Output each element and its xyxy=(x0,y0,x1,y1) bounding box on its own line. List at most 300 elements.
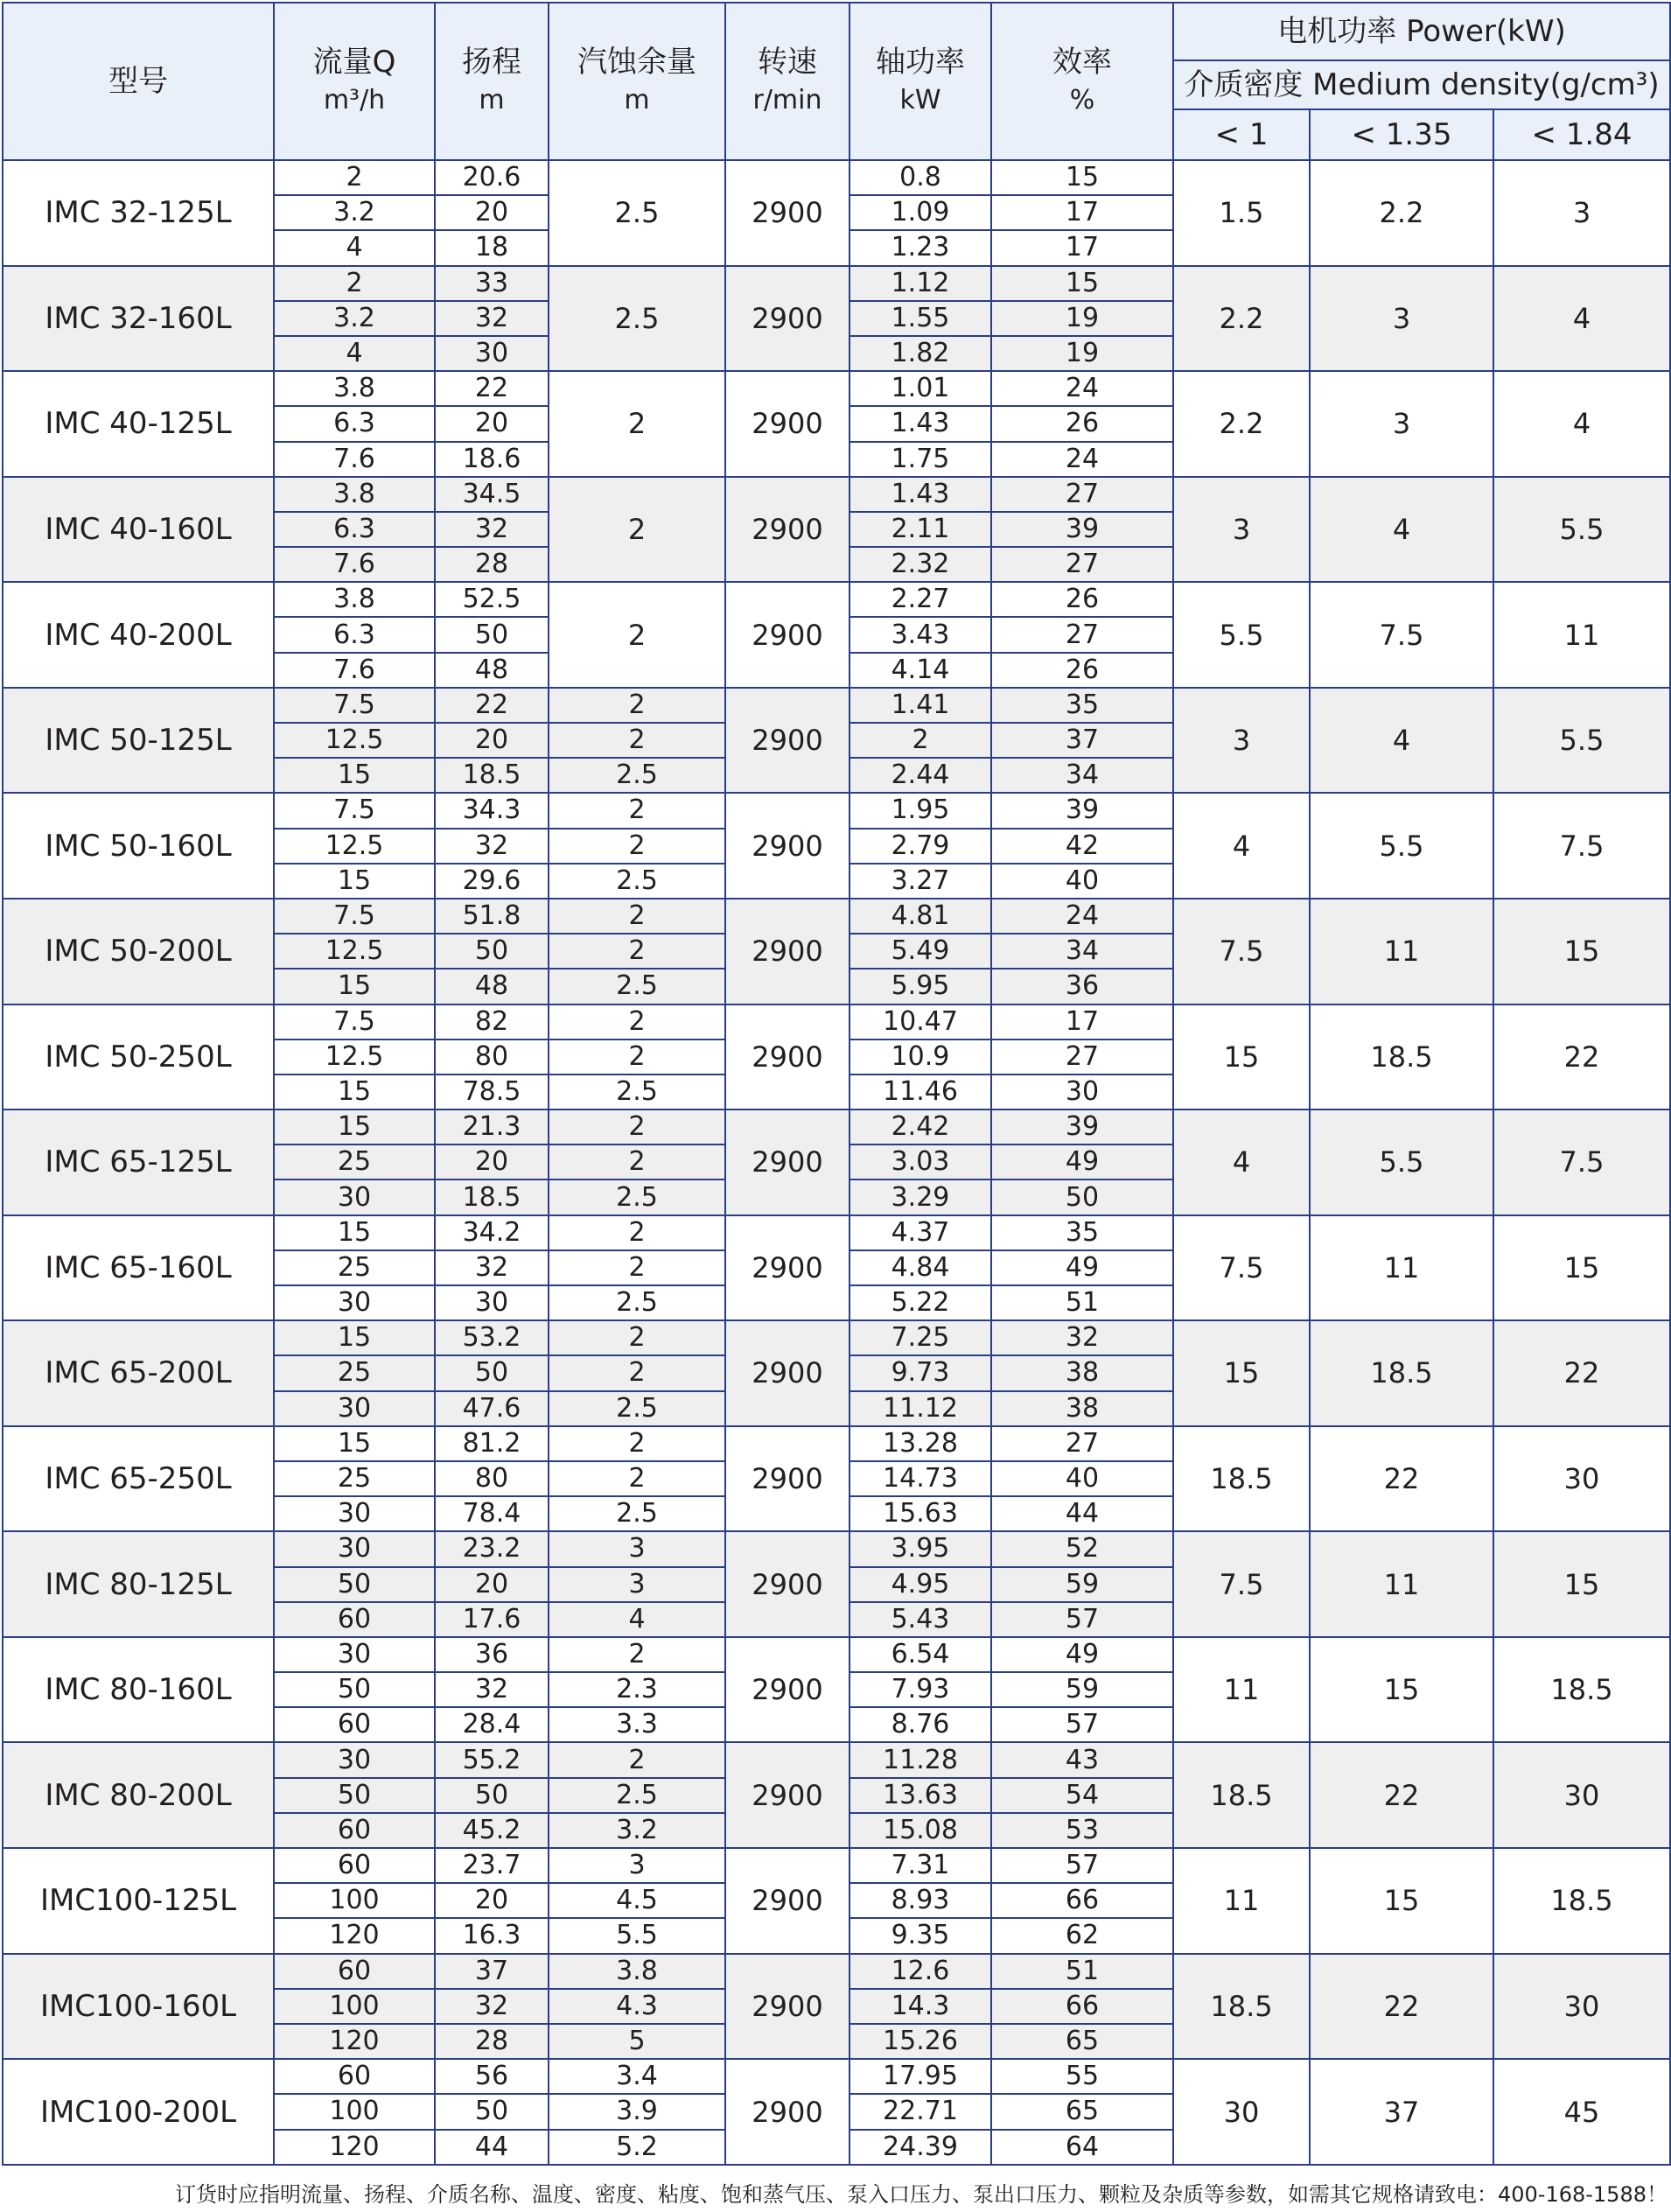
model-cell: IMC 65-200L xyxy=(3,1320,274,1426)
npsh-cell: 2.5 xyxy=(549,1180,725,1214)
efficiency-cell: 53 xyxy=(991,1813,1173,1848)
head-cell: 20 xyxy=(435,723,549,758)
npsh-cell: 4 xyxy=(549,1602,725,1637)
speed-cell: 2900 xyxy=(725,1320,849,1426)
shaft-power-cell: 1.23 xyxy=(849,230,991,265)
shaft-power-cell: 4.37 xyxy=(849,1215,991,1250)
head-cell: 50 xyxy=(435,1355,549,1390)
efficiency-cell: 27 xyxy=(991,1040,1173,1074)
npsh-cell: 2.5 xyxy=(549,1391,725,1426)
motor-power-lt-1-cell: 5.5 xyxy=(1173,582,1310,688)
model-cell: IMC 40-160L xyxy=(3,477,274,583)
flow-cell: 7.5 xyxy=(274,793,435,828)
shaft-power-cell: 24.39 xyxy=(849,2130,991,2166)
motor-power-lt-1-35-cell: 22 xyxy=(1310,1426,1493,1532)
npsh-cell: 2 xyxy=(549,1426,725,1461)
model-cell: IMC100-125L xyxy=(3,1848,274,1954)
motor-power-lt-1-84-cell: 5.5 xyxy=(1493,477,1670,583)
shaft-power-cell: 2.79 xyxy=(849,829,991,864)
efficiency-cell: 40 xyxy=(991,1461,1173,1496)
model-cell: IMC100-200L xyxy=(3,2059,274,2165)
flow-cell: 60 xyxy=(274,1707,435,1742)
npsh-cell: 2 xyxy=(549,1355,725,1390)
table-row xyxy=(3,160,1670,195)
speed-cell: 2900 xyxy=(725,266,849,372)
efficiency-cell: 24 xyxy=(991,371,1173,406)
table-row xyxy=(3,1004,1670,1040)
head-cell: 22 xyxy=(435,688,549,723)
flow-cell: 7.6 xyxy=(274,653,435,688)
flow-cell: 100 xyxy=(274,1883,435,1918)
head-cell: 50 xyxy=(435,934,549,969)
model-cell: IMC 40-125L xyxy=(3,371,274,477)
head-cell: 33 xyxy=(435,266,549,301)
npsh-cell: 5.5 xyxy=(549,1918,725,1953)
motor-power-lt-1-84-cell: 5.5 xyxy=(1493,688,1670,794)
npsh-cell: 2 xyxy=(549,1250,725,1285)
shaft-power-cell: 5.49 xyxy=(849,934,991,969)
efficiency-cell: 36 xyxy=(991,969,1173,1004)
shaft-power-cell: 2.44 xyxy=(849,758,991,793)
shaft-power-cell: 9.73 xyxy=(849,1355,991,1390)
header-shaft-power-label: 轴功率 xyxy=(876,45,965,80)
npsh-cell: 4.5 xyxy=(549,1883,725,1918)
shaft-power-cell: 4.95 xyxy=(849,1567,991,1602)
npsh-cell: 2 xyxy=(549,477,725,583)
motor-power-lt-1-35-cell: 11 xyxy=(1310,899,1493,1004)
efficiency-cell: 39 xyxy=(991,1110,1173,1144)
header-speed-unit: r/min xyxy=(752,85,822,116)
header-density: 介质密度 Medium density(g/cm³) xyxy=(1173,60,1670,109)
flow-cell: 30 xyxy=(274,1496,435,1531)
header-density-lt-1-35: < 1.35 xyxy=(1310,109,1493,160)
motor-power-lt-1-cell: 1.5 xyxy=(1173,160,1310,266)
table-row xyxy=(3,582,1670,617)
head-cell: 78.5 xyxy=(435,1074,549,1110)
npsh-cell: 4.3 xyxy=(549,1989,725,2024)
flow-cell: 6.3 xyxy=(274,617,435,652)
flow-cell: 12.5 xyxy=(274,1040,435,1074)
head-cell: 18.5 xyxy=(435,758,549,793)
speed-cell: 2900 xyxy=(725,160,849,266)
header-flow xyxy=(274,3,435,160)
head-cell: 17.6 xyxy=(435,1602,549,1637)
model-cell: IMC 50-160L xyxy=(3,793,274,899)
flow-cell: 7.5 xyxy=(274,688,435,723)
flow-cell: 12.5 xyxy=(274,934,435,969)
npsh-cell: 2.5 xyxy=(549,969,725,1004)
motor-power-lt-1-cell: 11 xyxy=(1173,1848,1310,1954)
motor-power-lt-1-35-cell: 11 xyxy=(1310,1215,1493,1321)
motor-power-lt-1-cell: 4 xyxy=(1173,1110,1310,1215)
motor-power-lt-1-84-cell: 15 xyxy=(1493,1531,1670,1637)
flow-cell: 3.8 xyxy=(274,371,435,406)
motor-power-lt-1-84-cell: 30 xyxy=(1493,1426,1670,1532)
efficiency-cell: 27 xyxy=(991,477,1173,512)
head-cell: 47.6 xyxy=(435,1391,549,1426)
shaft-power-cell: 7.31 xyxy=(849,1848,991,1883)
speed-cell: 2900 xyxy=(725,1637,849,1743)
efficiency-cell: 49 xyxy=(991,1144,1173,1180)
header-efficiency-label: 效率 xyxy=(1052,45,1112,80)
header-npsh-label: 汽蚀余量 xyxy=(577,45,696,80)
model-cell: IMC 50-200L xyxy=(3,899,274,1004)
flow-cell: 30 xyxy=(274,1742,435,1777)
speed-cell: 2900 xyxy=(725,477,849,583)
shaft-power-cell: 5.43 xyxy=(849,1602,991,1637)
shaft-power-cell: 9.35 xyxy=(849,1918,991,1953)
flow-cell: 30 xyxy=(274,1285,435,1320)
header-flow-unit: m³/h xyxy=(323,85,386,116)
header-npsh-unit: m xyxy=(624,85,650,116)
flow-cell: 50 xyxy=(274,1778,435,1813)
head-cell: 28 xyxy=(435,547,549,582)
table-row xyxy=(3,1215,1670,1250)
npsh-cell: 2 xyxy=(549,1110,725,1144)
flow-cell: 60 xyxy=(274,1848,435,1883)
motor-power-lt-1-35-cell: 7.5 xyxy=(1310,582,1493,688)
efficiency-cell: 55 xyxy=(991,2059,1173,2094)
efficiency-cell: 27 xyxy=(991,1426,1173,1461)
flow-cell: 15 xyxy=(274,758,435,793)
npsh-cell: 3 xyxy=(549,1567,725,1602)
motor-power-lt-1-35-cell: 4 xyxy=(1310,477,1493,583)
shaft-power-cell: 17.95 xyxy=(849,2059,991,2094)
flow-cell: 6.3 xyxy=(274,406,435,441)
head-cell: 37 xyxy=(435,1954,549,1989)
motor-power-lt-1-cell: 7.5 xyxy=(1173,1531,1310,1637)
npsh-cell: 2.3 xyxy=(549,1672,725,1707)
flow-cell: 3.2 xyxy=(274,195,435,230)
shaft-power-cell: 1.41 xyxy=(849,688,991,723)
head-cell: 82 xyxy=(435,1004,549,1040)
efficiency-cell: 51 xyxy=(991,1954,1173,1989)
npsh-cell: 2 xyxy=(549,582,725,688)
shaft-power-cell: 5.22 xyxy=(849,1285,991,1320)
motor-power-lt-1-35-cell: 37 xyxy=(1310,2059,1493,2165)
motor-power-lt-1-cell: 18.5 xyxy=(1173,1954,1310,2060)
shaft-power-cell: 1.09 xyxy=(849,195,991,230)
header-speed xyxy=(725,3,849,160)
head-cell: 20 xyxy=(435,406,549,441)
head-cell: 20 xyxy=(435,1144,549,1180)
model-cell: IMC 32-160L xyxy=(3,266,274,372)
motor-power-lt-1-cell: 4 xyxy=(1173,793,1310,899)
flow-cell: 25 xyxy=(274,1355,435,1390)
model-cell: IMC 50-250L xyxy=(3,1004,274,1110)
head-cell: 16.3 xyxy=(435,1918,549,1953)
shaft-power-cell: 2.27 xyxy=(849,582,991,617)
efficiency-cell: 43 xyxy=(991,1742,1173,1777)
head-cell: 50 xyxy=(435,617,549,652)
motor-power-lt-1-cell: 7.5 xyxy=(1173,899,1310,1004)
speed-cell: 2900 xyxy=(725,1426,849,1532)
shaft-power-cell: 11.28 xyxy=(849,1742,991,1777)
header-shaft-power xyxy=(849,3,991,160)
head-cell: 28.4 xyxy=(435,1707,549,1742)
shaft-power-cell: 2.32 xyxy=(849,547,991,582)
efficiency-cell: 35 xyxy=(991,1215,1173,1250)
model-cell: IMC 65-250L xyxy=(3,1426,274,1532)
table-row xyxy=(3,2059,1670,2094)
speed-cell: 2900 xyxy=(725,2059,849,2165)
efficiency-cell: 57 xyxy=(991,1707,1173,1742)
npsh-cell: 2 xyxy=(549,1461,725,1496)
motor-power-lt-1-84-cell: 11 xyxy=(1493,582,1670,688)
npsh-cell: 2.5 xyxy=(549,1778,725,1813)
head-cell: 51.8 xyxy=(435,899,549,934)
shaft-power-cell: 1.43 xyxy=(849,477,991,512)
head-cell: 20 xyxy=(435,1883,549,1918)
efficiency-cell: 32 xyxy=(991,1320,1173,1355)
model-cell: IMC 80-160L xyxy=(3,1637,274,1743)
shaft-power-cell: 15.63 xyxy=(849,1496,991,1531)
head-cell: 52.5 xyxy=(435,582,549,617)
table-row xyxy=(3,1954,1670,1989)
flow-cell: 60 xyxy=(274,1954,435,1989)
head-cell: 30 xyxy=(435,1285,549,1320)
speed-cell: 2900 xyxy=(725,1004,849,1110)
flow-cell: 120 xyxy=(274,2024,435,2059)
shaft-power-cell: 1.82 xyxy=(849,336,991,371)
motor-power-lt-1-cell: 2.2 xyxy=(1173,266,1310,372)
npsh-cell: 3.2 xyxy=(549,1813,725,1848)
table-row xyxy=(3,1426,1670,1461)
efficiency-cell: 66 xyxy=(991,1989,1173,2024)
head-cell: 50 xyxy=(435,2094,549,2129)
motor-power-lt-1-35-cell: 3 xyxy=(1310,266,1493,372)
npsh-cell: 5 xyxy=(549,2024,725,2059)
model-cell: IMC 80-125L xyxy=(3,1531,274,1637)
table-row xyxy=(3,688,1670,723)
flow-cell: 100 xyxy=(274,2094,435,2129)
head-cell: 20.6 xyxy=(435,160,549,195)
flow-cell: 15 xyxy=(274,1215,435,1250)
flow-cell: 12.5 xyxy=(274,829,435,864)
pump-spec-table xyxy=(2,2,1671,2166)
efficiency-cell: 65 xyxy=(991,2094,1173,2129)
npsh-cell: 2 xyxy=(549,1742,725,1777)
flow-cell: 7.5 xyxy=(274,1004,435,1040)
head-cell: 22 xyxy=(435,371,549,406)
head-cell: 44 xyxy=(435,2130,549,2166)
npsh-cell: 2 xyxy=(549,1144,725,1180)
model-cell: IMC 32-125L xyxy=(3,160,274,266)
head-cell: 34.5 xyxy=(435,477,549,512)
efficiency-cell: 15 xyxy=(991,266,1173,301)
npsh-cell: 2.5 xyxy=(549,266,725,372)
shaft-power-cell: 7.25 xyxy=(849,1320,991,1355)
motor-power-lt-1-cell: 7.5 xyxy=(1173,1215,1310,1321)
head-cell: 34.2 xyxy=(435,1215,549,1250)
speed-cell: 2900 xyxy=(725,1531,849,1637)
shaft-power-cell: 1.75 xyxy=(849,442,991,477)
motor-power-lt-1-35-cell: 15 xyxy=(1310,1848,1493,1954)
speed-cell: 2900 xyxy=(725,371,849,477)
npsh-cell: 2 xyxy=(549,688,725,723)
shaft-power-cell: 5.95 xyxy=(849,969,991,1004)
shaft-power-cell: 8.93 xyxy=(849,1883,991,1918)
header-npsh xyxy=(549,3,725,160)
efficiency-cell: 27 xyxy=(991,617,1173,652)
shaft-power-cell: 2 xyxy=(849,723,991,758)
shaft-power-cell: 11.12 xyxy=(849,1391,991,1426)
flow-cell: 25 xyxy=(274,1461,435,1496)
efficiency-cell: 39 xyxy=(991,793,1173,828)
motor-power-lt-1-84-cell: 15 xyxy=(1493,899,1670,1004)
table-row xyxy=(3,1320,1670,1355)
efficiency-cell: 44 xyxy=(991,1496,1173,1531)
efficiency-cell: 57 xyxy=(991,1602,1173,1637)
motor-power-lt-1-cell: 3 xyxy=(1173,477,1310,583)
efficiency-cell: 15 xyxy=(991,160,1173,195)
flow-cell: 12.5 xyxy=(274,723,435,758)
efficiency-cell: 24 xyxy=(991,442,1173,477)
efficiency-cell: 52 xyxy=(991,1531,1173,1566)
npsh-cell: 2 xyxy=(549,1004,725,1040)
flow-cell: 60 xyxy=(274,1813,435,1848)
motor-power-lt-1-cell: 18.5 xyxy=(1173,1742,1310,1848)
head-cell: 32 xyxy=(435,1989,549,2024)
head-cell: 32 xyxy=(435,1250,549,1285)
flow-cell: 6.3 xyxy=(274,512,435,547)
flow-cell: 7.6 xyxy=(274,442,435,477)
shaft-power-cell: 14.73 xyxy=(849,1461,991,1496)
head-cell: 28 xyxy=(435,2024,549,2059)
motor-power-lt-1-84-cell: 30 xyxy=(1493,1954,1670,2060)
flow-cell: 30 xyxy=(274,1637,435,1672)
flow-cell: 15 xyxy=(274,1110,435,1144)
flow-cell: 60 xyxy=(274,2059,435,2094)
motor-power-lt-1-35-cell: 3 xyxy=(1310,371,1493,477)
motor-power-lt-1-84-cell: 4 xyxy=(1493,266,1670,372)
motor-power-lt-1-35-cell: 4 xyxy=(1310,688,1493,794)
head-cell: 36 xyxy=(435,1637,549,1672)
shaft-power-cell: 4.84 xyxy=(849,1250,991,1285)
table-row xyxy=(3,371,1670,406)
speed-cell: 2900 xyxy=(725,1215,849,1321)
flow-cell: 50 xyxy=(274,1672,435,1707)
head-cell: 20 xyxy=(435,1567,549,1602)
speed-cell: 2900 xyxy=(725,793,849,899)
shaft-power-cell: 6.54 xyxy=(849,1637,991,1672)
head-cell: 29.6 xyxy=(435,864,549,899)
motor-power-lt-1-35-cell: 15 xyxy=(1310,1637,1493,1743)
flow-cell: 100 xyxy=(274,1989,435,2024)
head-cell: 32 xyxy=(435,301,549,336)
flow-cell: 3.8 xyxy=(274,582,435,617)
model-cell: IMC 65-125L xyxy=(3,1110,274,1215)
head-cell: 81.2 xyxy=(435,1426,549,1461)
footer-note: 订货时应指明流量、扬程、介质名称、温度、密度、粘度、饱和蒸气压、泵入口压力、泵出口压力、颗粒及杂质等参数，如需其它规格请致电：400-168-1588！ xyxy=(174,2182,1668,2207)
shaft-power-cell: 13.28 xyxy=(849,1426,991,1461)
motor-power-lt-1-84-cell: 45 xyxy=(1493,2059,1670,2165)
flow-cell: 25 xyxy=(274,1250,435,1285)
model-cell: IMC 80-200L xyxy=(3,1742,274,1848)
head-cell: 78.4 xyxy=(435,1496,549,1531)
shaft-power-cell: 13.63 xyxy=(849,1778,991,1813)
spec-table-body xyxy=(3,160,1670,2165)
shaft-power-cell: 1.55 xyxy=(849,301,991,336)
flow-cell: 15 xyxy=(274,864,435,899)
flow-cell: 50 xyxy=(274,1567,435,1602)
motor-power-lt-1-84-cell: 18.5 xyxy=(1493,1637,1670,1743)
shaft-power-cell: 15.26 xyxy=(849,2024,991,2059)
flow-cell: 30 xyxy=(274,1531,435,1566)
header-motor-power: 电机功率 Power(kW) xyxy=(1173,3,1670,60)
head-cell: 20 xyxy=(435,195,549,230)
head-cell: 21.3 xyxy=(435,1110,549,1144)
motor-power-lt-1-84-cell: 22 xyxy=(1493,1004,1670,1110)
npsh-cell: 2.5 xyxy=(549,1074,725,1110)
efficiency-cell: 34 xyxy=(991,758,1173,793)
head-cell: 23.2 xyxy=(435,1531,549,1566)
motor-power-lt-1-35-cell: 22 xyxy=(1310,1954,1493,2060)
efficiency-cell: 62 xyxy=(991,1918,1173,1953)
head-cell: 32 xyxy=(435,1672,549,1707)
npsh-cell: 2.5 xyxy=(549,758,725,793)
npsh-cell: 2 xyxy=(549,371,725,477)
motor-power-lt-1-35-cell: 5.5 xyxy=(1310,1110,1493,1215)
flow-cell: 25 xyxy=(274,1144,435,1180)
header-head xyxy=(435,3,549,160)
efficiency-cell: 19 xyxy=(991,336,1173,371)
flow-cell: 15 xyxy=(274,1426,435,1461)
header-density-lt-1: < 1 xyxy=(1173,109,1310,160)
head-cell: 30 xyxy=(435,336,549,371)
efficiency-cell: 24 xyxy=(991,899,1173,934)
flow-cell: 2 xyxy=(274,266,435,301)
head-cell: 18.5 xyxy=(435,1180,549,1214)
efficiency-cell: 64 xyxy=(991,2130,1173,2166)
flow-cell: 15 xyxy=(274,969,435,1004)
motor-power-lt-1-84-cell: 7.5 xyxy=(1493,793,1670,899)
npsh-cell: 3.8 xyxy=(549,1954,725,1989)
header-speed-label: 转速 xyxy=(758,45,817,80)
efficiency-cell: 17 xyxy=(991,230,1173,265)
shaft-power-cell: 22.71 xyxy=(849,2094,991,2129)
model-cell: IMC100-160L xyxy=(3,1954,274,2060)
model-cell: IMC 65-160L xyxy=(3,1215,274,1321)
efficiency-cell: 54 xyxy=(991,1778,1173,1813)
shaft-power-cell: 12.6 xyxy=(849,1954,991,1989)
head-cell: 80 xyxy=(435,1461,549,1496)
efficiency-cell: 34 xyxy=(991,934,1173,969)
shaft-power-cell: 2.11 xyxy=(849,512,991,547)
npsh-cell: 5.2 xyxy=(549,2130,725,2166)
flow-cell: 7.6 xyxy=(274,547,435,582)
motor-power-lt-1-35-cell: 11 xyxy=(1310,1531,1493,1637)
motor-power-lt-1-cell: 15 xyxy=(1173,1004,1310,1110)
head-cell: 80 xyxy=(435,1040,549,1074)
efficiency-cell: 40 xyxy=(991,864,1173,899)
model-cell: IMC 40-200L xyxy=(3,582,274,688)
head-cell: 45.2 xyxy=(435,1813,549,1848)
efficiency-cell: 49 xyxy=(991,1637,1173,1672)
shaft-power-cell: 0.8 xyxy=(849,160,991,195)
shaft-power-cell: 10.9 xyxy=(849,1040,991,1074)
speed-cell: 2900 xyxy=(725,1954,849,2060)
shaft-power-cell: 3.95 xyxy=(849,1531,991,1566)
head-cell: 32 xyxy=(435,829,549,864)
flow-cell: 120 xyxy=(274,2130,435,2166)
shaft-power-cell: 11.46 xyxy=(849,1074,991,1110)
motor-power-lt-1-cell: 2.2 xyxy=(1173,371,1310,477)
shaft-power-cell: 4.14 xyxy=(849,653,991,688)
efficiency-cell: 51 xyxy=(991,1285,1173,1320)
head-cell: 48 xyxy=(435,653,549,688)
table-row xyxy=(3,1531,1670,1566)
